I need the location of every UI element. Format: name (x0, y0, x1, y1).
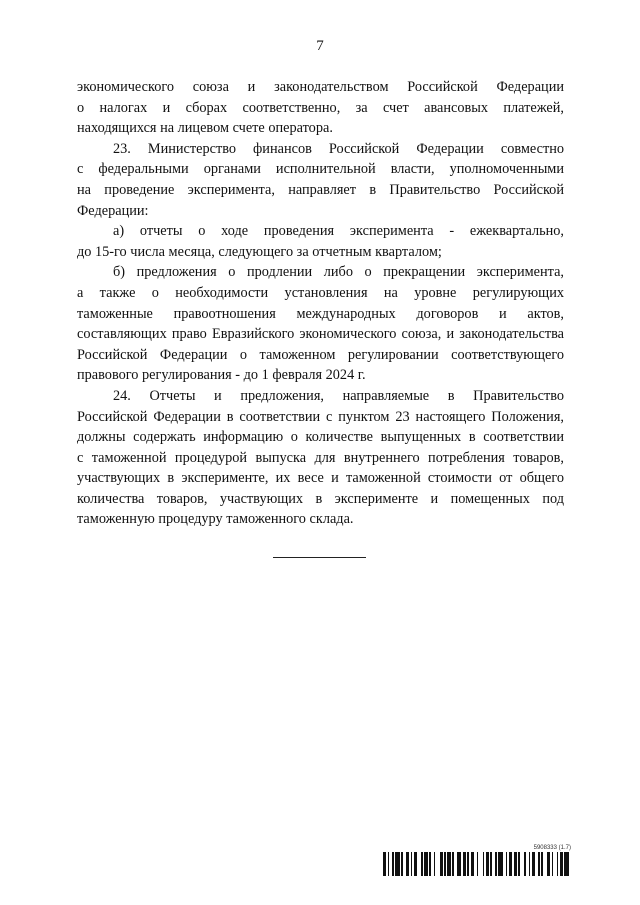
text-line: до 15-го числа месяца, следующего за отчетным кварталом; (77, 243, 442, 260)
barcode-id: 5908333 (1.7) (533, 845, 571, 851)
text-line: находящихся на лицевом счете оператора. (77, 120, 333, 137)
paragraph (77, 262, 564, 386)
paragraph (77, 77, 564, 139)
barcode-bar (569, 852, 571, 876)
page-number: 7 (316, 38, 324, 54)
document-body (77, 77, 564, 530)
text-line: должны содержать информацию о количестве выпущенных в соответствии (77, 429, 564, 446)
text-line: а) отчеты о ходе проведения эксперимента - ежеквартально, (113, 223, 564, 240)
text-line: 24. Отчеты и предложения, направляемые в Правительство (113, 387, 564, 404)
text-line: а также о необходимости установления на уровне регулирующих (77, 284, 564, 301)
text-line: Российской Федерации о таможенном регулировании соответствующего (77, 346, 564, 363)
text-line: правового регулирования - до 1 февраля 2024 г. (77, 367, 366, 384)
text-line: Федерации: (77, 202, 149, 219)
text-line: с федеральными органами исполнительной власти, уполномоченными (77, 161, 564, 178)
text-line: с таможенной процедурой выпуска для внутреннего потребления товаров, (77, 449, 564, 466)
paragraph (77, 139, 564, 221)
text-line: участвующих в эксперименте, их весе и таможенной стоимости от общего (77, 470, 564, 487)
text-line: составляющих право Евразийского экономического союза, и законодательства (77, 326, 564, 343)
text-line: таможенные правоотношения международных договоров и актов, (77, 305, 564, 322)
text-line: количества товаров, участвующих в эксперименте и помещенных под (77, 490, 564, 507)
text-line: на проведение эксперимента, направляет в Правительство Российской (77, 181, 564, 198)
text-line: экономического союза и законодательством Российской Федерации (77, 79, 564, 95)
paragraph (77, 386, 564, 530)
text-line: б) предложения о продлении либо о прекращении эксперимента, (113, 264, 564, 281)
paragraph (77, 221, 564, 262)
text-line: о налогах и сборах соответственно, за счет авансовых платежей, (77, 99, 564, 116)
barcode-icon (383, 852, 573, 876)
text-line: 23. Министерство финансов Российской Федерации совместно (113, 140, 564, 157)
text-line: таможенную процедуру таможенного склада. (77, 511, 354, 528)
end-separator-line (273, 557, 366, 558)
text-line: Российской Федерации в соответствии с пунктом 23 настоящего Положения, (77, 408, 564, 425)
barcode-block (383, 845, 573, 876)
